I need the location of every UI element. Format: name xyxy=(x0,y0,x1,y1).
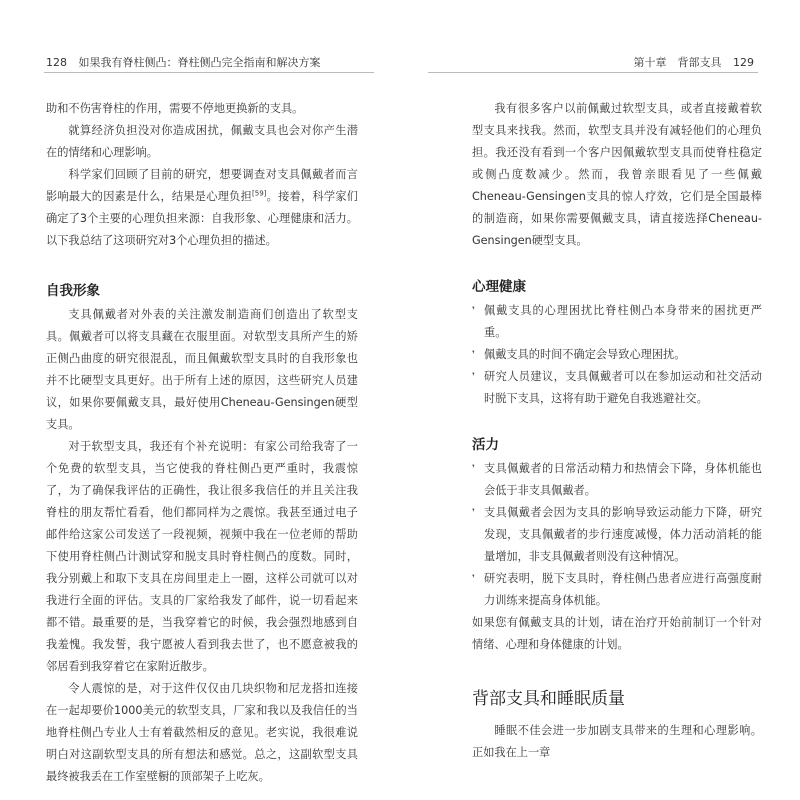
left-page-content xyxy=(46,98,358,788)
bullet-icon: ❜ xyxy=(472,306,475,316)
left-header-rule xyxy=(44,72,374,73)
list-item-text: 佩戴支具的心理困扰比脊柱侧凸本身带来的困扰更严重。 xyxy=(484,304,762,339)
paragraph: 令人震惊的是，对于这件仅仅由几块织物和尼龙搭扣连接在一起却要价1000美元的软型支具，厂家和我以及我信任的当地脊柱侧凸专业人士有着截然相反的意见。老实说，我很难说明白对这副软型支具的所有想法和感觉。总之，这副软型支具最终被我丢在工作室壁橱的顶部架子上吃灰。 xyxy=(46,682,358,783)
bullet-icon: ❜ xyxy=(472,508,475,518)
list-item-text: 支具佩戴者会因为支具的影响导致运动能力下降，研究发现，支具佩戴者的步行速度减慢，体力活动消耗的能量增加，非支具佩戴者则没有这种情况。 xyxy=(484,506,762,563)
list-item xyxy=(472,300,762,344)
paragraph xyxy=(46,164,358,252)
section-heading-mental-health: 心理健康 xyxy=(472,279,526,295)
paragraph-text: 。接着，科学家们确定了3个主要的心理负担来源：自我形象、心理健康和活力。以下我总结了这项研究对3个心理负担的描述。 xyxy=(46,190,358,247)
right-header-rule xyxy=(428,72,758,73)
paragraph: 支具佩戴者对外表的关注激发制造商们创造出了软型支具。佩戴者可以将支具藏在衣服里面。对软型支具所产生的矫正侧凸曲度的研究很混乱，而且佩戴软型支具时的自我形象也并不比硬型支具更好。出于所有上述的原因，这些研究人员建议，如果你要佩戴支具，最好使用Cheneau-Gensingen硬型支具。 xyxy=(46,308,358,431)
paragraph: 我有很多客户以前佩戴过软型支具，或者直接戴着软型支具来找我。然而，软型支具并没有减轻他们的心理负担。我还没有看到一个客户因佩戴软型支具而使脊柱稳定或侧凸度数减少。然而，我曾亲眼看见了一些佩戴Cheneau-Gensingen支具的惊人疗效，它们是全国最棒的制造商，如果你需要佩戴支具，请直接选择Cheneau-Gensingen硬型支具。 xyxy=(472,102,762,247)
left-page-number: 128 xyxy=(46,56,67,69)
list-item xyxy=(472,568,762,612)
chapter-title: 第十章 背部支具 xyxy=(633,56,722,69)
right-page-header xyxy=(634,54,755,70)
paragraph: 如果您有佩戴支具的计划，请在治疗开始前制订一个针对情绪、心理和身体健康的计划。 xyxy=(472,616,762,651)
running-title: 如果我有脊柱侧凸：脊柱侧凸完全指南和解决方案 xyxy=(78,56,321,69)
list-item xyxy=(472,366,762,410)
section-heading-vitality: 活力 xyxy=(472,437,499,453)
list-item-text: 研究人员建议，支具佩戴者可以在参加运动和社交活动时脱下支具，这将有助于避免自我逃避社交。 xyxy=(484,370,762,405)
right-page-content xyxy=(472,98,762,764)
list-item-text: 研究表明，脱下支具时，脊柱侧凸患者应进行高强度耐力训练来提高身体机能。 xyxy=(484,572,762,607)
paragraph: 对于软型支具，我还有个补充说明：有家公司给我寄了一个免费的软型支具，当它使我的脊柱侧凸更严重时，我震惊了，为了确保我评估的正确性，我让很多我信任的并且关注我脊柱的朋友帮忙看看，他们都同样为之震惊。我甚至通过电子邮件给这家公司发送了一段视频，视频中我在一位老师的帮助下使用脊柱侧凸计测试穿和脱支具时脊柱侧凸的度数。同时，我分别戴上和取下支具在房间里走上一圈，这样公司就可以对我进行全面的评估。支具的厂家给我发了邮件，说一切看起来都不错。最重要的是，当我穿着它的时候，我会强烈地感到自我羞愧。我发誓，我宁愿被人看到我去世了，也不愿意被我的邻居看到我穿着它在家附近散步。 xyxy=(46,440,358,673)
paragraph-text: 科学家们回顾了目前的研究，想要调查对支具佩戴者而言影响最大的因素是什么，结果是心理负担 xyxy=(46,168,358,203)
vitality-list xyxy=(472,458,762,612)
citation: [59] xyxy=(252,189,267,198)
list-item xyxy=(472,458,762,502)
list-item xyxy=(472,502,762,568)
left-page-header xyxy=(46,54,321,70)
mental-health-list xyxy=(472,300,762,410)
bullet-icon: ❜ xyxy=(472,574,475,584)
right-page xyxy=(400,0,800,800)
paragraph: 助和不伤害脊柱的作用，需要不停地更换新的支具。 xyxy=(46,102,304,115)
list-item-text: 支具佩戴者的日常活动精力和热情会下降，身体机能也会低于非支具佩戴者。 xyxy=(484,462,762,497)
list-item-text: 佩戴支具的时间不确定会导致心理困扰。 xyxy=(484,348,686,361)
paragraph: 睡眠不佳会进一步加剧支具带来的生理和心理影响。正如我在上一章 xyxy=(472,724,762,759)
bullet-icon: ❜ xyxy=(472,372,475,382)
bullet-icon: ❜ xyxy=(472,464,475,474)
bullet-icon: ❜ xyxy=(472,350,475,360)
section-heading-sleep: 背部支具和睡眠质量 xyxy=(472,689,625,709)
right-page-number: 129 xyxy=(733,56,754,69)
section-heading-self-image: 自我形象 xyxy=(46,283,100,299)
paragraph: 就算经济负担没对你造成困扰，佩戴支具也会对你产生潜在的情绪和心理影响。 xyxy=(46,124,358,159)
list-item xyxy=(472,344,762,366)
